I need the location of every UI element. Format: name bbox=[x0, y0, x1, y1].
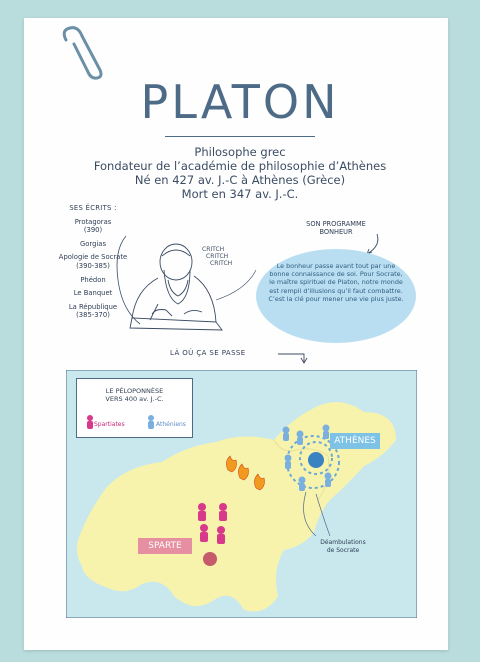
program-label-line-1: SON PROGRAMME bbox=[306, 220, 366, 228]
socrates-walks-line-2: de Socrate bbox=[326, 546, 360, 554]
writing-name: Phédon bbox=[80, 275, 106, 284]
title-divider bbox=[165, 136, 315, 137]
subtitle-line-3: Né en 427 av. J.-C à Athènes (Grèce) bbox=[134, 173, 346, 187]
critch-sound-effect bbox=[202, 246, 232, 267]
sparta-label: SPARTE bbox=[138, 538, 192, 554]
legend-spartans: Spartiates bbox=[94, 421, 125, 428]
writing-date: (385-370) bbox=[76, 311, 110, 320]
subtitle-line-4: Mort en 347 av. J.-C. bbox=[181, 187, 299, 201]
writing-name: Le Banquet bbox=[73, 289, 113, 298]
page-title: PLATON bbox=[140, 75, 340, 129]
arrow-right-down-icon bbox=[276, 346, 312, 366]
spartan-icon bbox=[86, 415, 94, 429]
socrates-walks-line-1: Déambulations bbox=[320, 539, 366, 546]
writings-label: SES ÉCRITS : bbox=[69, 204, 117, 212]
writing-name: Apologie de Socrate bbox=[58, 253, 128, 262]
critch-text: CRITCH bbox=[210, 260, 233, 267]
legend-title-line-2: VERS 400 av. J.-C. bbox=[105, 395, 164, 403]
legend-title bbox=[77, 387, 192, 403]
writing-date: (390) bbox=[83, 226, 103, 235]
writing-name: La République bbox=[68, 302, 118, 311]
athenian-icon bbox=[147, 415, 155, 429]
where-label: LÀ OÙ ÇA SE PASSE bbox=[170, 349, 246, 357]
subtitle-line-1: Philosophe grec bbox=[194, 145, 286, 159]
map-legend bbox=[76, 378, 193, 438]
legend-athenians: Athéniens bbox=[156, 421, 186, 428]
writing-name: Gorgias bbox=[79, 239, 106, 248]
legend-title-line-1: LE PÉLOPONNÈSE bbox=[105, 387, 164, 395]
critch-text: CRITCH bbox=[202, 246, 225, 253]
program-text: Le bonheur passe avant tout par une bonne connaissance de soi. Pour Socrate, le maître spirituel de Platon, notre monde est rempli d’illusions qu’il faut combattre. C’est la clé pour mener une vie plus juste. bbox=[268, 262, 404, 303]
athens-label: ATHÈNES bbox=[330, 433, 380, 449]
writing-date: (390-385) bbox=[76, 261, 110, 270]
paperclip-icon bbox=[56, 20, 116, 80]
writing-name: Protagoras bbox=[74, 217, 112, 226]
subtitle-line-2: Fondateur de l’académie de philosophie d’Athènes bbox=[93, 159, 387, 173]
critch-text: CRITCH bbox=[206, 253, 229, 260]
program-label-line-2: BONHEUR bbox=[319, 228, 353, 236]
socrates-walks-label bbox=[308, 539, 378, 554]
